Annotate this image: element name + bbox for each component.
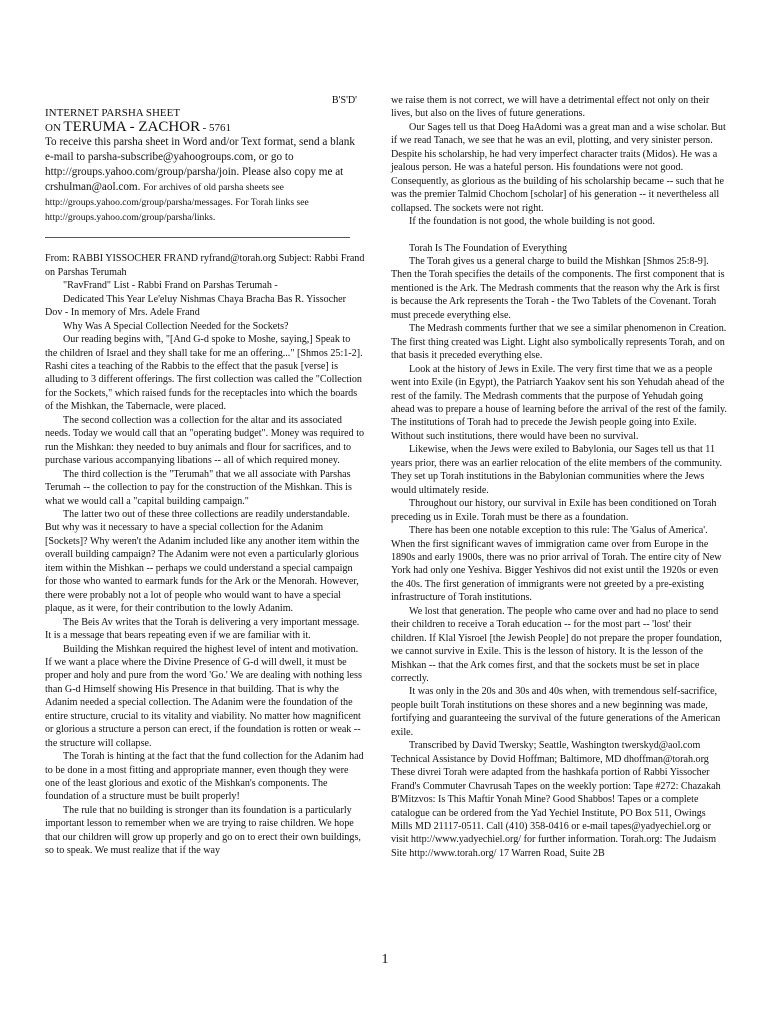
body-paragraph: The Medrash comments further that we see a similar phenomenon in Creation. The first thing created was Light. Light also symbolically represents Torah, and on that basis it preceded everything else. — [391, 323, 727, 362]
body-paragraph: Throughout our history, our survival in Exile has been conditioned on Torah preceding us in Exile. Torah must be there as a foundation. — [391, 498, 717, 523]
section-heading: Torah Is The Foundation of Everything — [409, 242, 568, 254]
separator-line — [45, 237, 350, 238]
body-paragraph: The rule that no building is stronger than its foundation is a particularly important lesson to remember when we are trying to raise children. We hope that our children will grow up properly and go on to erect their own buildings, so to speak. We must realize that if the way — [45, 804, 361, 857]
body-paragraph: Look at the history of Jews in Exile. The very first time that we as a people went into Exile (in Egypt), the Patriarch Yaakov sent his son Yehudah ahead of the rest of the family. The Medrash comments that the purpose of Yehudah going ahead was to prepare a house of learning before the arrival of the rest of the family. The institutions of Torah had to precede the Jewish people going into Exile. Without such institutions, there would have been no survival. — [391, 363, 727, 442]
body-paragraph: Our reading begins with, "[And G-d spoke to Moshe, saying,] Speak to the children of Israel and they shall take for me an offering..." [Shmos 25:1-2]. Rashi cites a teaching of the Rabbis to the effect that the pasuk [verse] is alluding to 3 different offerings. The first collection was called the "Collection for the Sockets," which raised funds for the receptacles into which the boards of the Mishkan, the Tabernacle, were placed. — [45, 334, 363, 413]
intro-main: To receive this parsha sheet in Word and/or Text format, send a blank e-mail to parsha-subscribe@yahoogroups.com, or go to http://groups.yahoo.com/group/parsha/join. Please also copy me at crshulman@aol.com. — [45, 136, 355, 194]
body-paragraph: It was only in the 20s and 30s and 40s when, with tremendous self-sacrifice, people built Torah institutions on these shores and a new beginning was made, fortifying and guaranteeing the survival of the future generations of the American exile. — [391, 686, 721, 738]
sheet-title: INTERNET PARSHA SHEET — [45, 107, 181, 120]
right-column — [391, 94, 727, 860]
paragraph-gap — [391, 229, 727, 242]
body-paragraph: The Torah is hinting at the fact that the fund collection for the Adanim had to be done in a most fitting and appropriate manner, even though they were one of the least glorious and exotic of the Mishkan's components. The foundation of a structure must be built properly! — [45, 751, 364, 803]
parsha-year: - 5761 — [202, 121, 232, 134]
parsha-name: TERUMA - ZACHOR — [63, 118, 201, 135]
body-paragraph: Building the Mishkan required the highest level of intent and motivation. If we want a place where the Divine Presence of G-d will dwell, it must be proper and holy and pure from the word 'Go.' We are dealing with nothing less than G-d Himself showing His Presence in that building. That is why the Adanim needed a special collection. The Adanim were the foundation of the entire structure, crucial to its vitality and viability. No matter how magnificent or glorious a structure a person can erect, if the foundation is rotten or weak -- the structure will collapse. — [45, 643, 362, 749]
list-title: "RavFrand" List - Rabbi Frand on Parshas Terumah - — [63, 280, 278, 292]
page-number: 1 — [381, 952, 389, 967]
section-heading: Why Was A Special Collection Needed for the Sockets? — [63, 320, 289, 332]
body-paragraph: The third collection is the "Terumah" that we all associate with Parshas Terumah -- the collection to pay for the construction of the Mishkan. This is what we would call a "capital building campaign." — [45, 468, 352, 507]
body-paragraph: Our Sages tell us that Doeg HaAdomi was a great man and a wise scholar. But if we read Tanach, we see that he was an evil, plotting, and very sinister person. Despite his scholarship, he had very imperfect character traits (Midos). He was a jealous person. He was a hateful person. His foundations were not good. Consequently, as glorious as the building of his scholarship became -- such that he was the premier Talmid Chochom [scholar] of his generation -- it nevertheless all collapsed. The sockets were not right. — [391, 121, 726, 214]
intro-archives: For archives of old parsha sheets see http://groups.yahoo.com/group/parsha/messages. For Torah links see http://groups.yahoo.com/group/parsha/links. — [45, 182, 309, 224]
parsha-on: ON — [45, 121, 61, 134]
left-column — [45, 94, 365, 858]
parsha-heading — [45, 118, 365, 135]
dedication: Dedicated This Year Le'eluy Nishmas Chaya Bracha Bas R. Yissocher Dov - In memory of Mrs. Adele Frand — [45, 293, 346, 319]
body-paragraph: Likewise, when the Jews were exiled to Babylonia, our Sages tell us that 11 years prior, there was an earlier relocation of the elite members of the community. They set up Torah institutions in the Babylonian communities where the Jews would ultimately reside. — [391, 444, 723, 496]
body-paragraph: There has been one notable exception to this rule: The 'Galus of America'. When the first significant waves of immigration came over from Europe in the 1890s and early 1900s, there was no prior arrival of Torah. The entire city of New York had only one Yeshiva. Bigger Yeshivos did not exist until the 1920s or even the 40s. The first generation of immigrants were not greeted by a pre-existing infrastructure of Torah institutions. — [391, 525, 722, 604]
from-line: From: RABBI YISSOCHER FRAND ryfrand@torah.org Subject: Rabbi Frand on Parshas Terumah — [45, 253, 365, 278]
body-paragraph: We lost that generation. The people who came over and had no place to send their children to receive a Torah education -- for the most part -- 'lost' their children. If Klal Yisroel [the Jewish People] do not prepare the proper foundation, we cannot survive in Exile. This is the lesson of history. It is the lesson of the Mishkan -- that the Ark comes first, and that the sockets must be set in place correctly. — [391, 605, 722, 685]
body-paragraph: The latter two out of these three collections are readily understandable. But why was it necessary to have a special collection for the Adanim [Sockets]? Why weren't the Adanim included like any another item within the overall building campaign? The Adanim were not even a particularly glorious item within the Mishkan -- perhaps we could understand a special campaign for those who wanted to earmark funds for the Ark or the Menorah. However, there were probably not a lot of people who would want to have a special plaque, as it were, for their contribution to the lowly Adanim. — [45, 508, 360, 615]
body-paragraph: we raise them is not correct, we will have a detrimental effect not only on their lives, but also on the lives of future generations. — [391, 95, 710, 120]
subscription-intro — [45, 135, 365, 225]
transcription-credits: Transcribed by David Twersky; Seattle, Washington twerskyd@aol.com Technical Assistance by Dovid Hoffman; Baltimore, MD dhoffman@torah.org These divrei Torah were adapted from the hashkafa portion of Rabbi Yissocher Frand's Commuter Chavrusah Tapes on the weekly portion: Tape #272: Chazakah B'Mitzvos: Is This Maftir Yonah Mine? Good Shabbos! Tapes or a complete catalogue can be ordered from the Yad Yechiel Institute, PO Box 511, Owings Mills MD 21117-0511. Call (410) 358-0416 or e-mail tapes@yadyechiel.org or visit http://www.yadyechiel.org/ for further information. Torah.org: The Judaism Site http://www.torah.org/ 17 Warren Road, Suite 2B — [391, 740, 721, 859]
body-paragraph: The Torah gives us a general charge to build the Mishkan [Shmos 25:8-9]. Then the Torah specifies the details of the components. The first component that is mentioned is the Ark. The Medrash comments that the reason why the Ark is first is because the Ark represents the Torah - the Two Tablets of the Covenant. Torah must precede everything else. — [391, 255, 725, 321]
body-paragraph: The second collection was a collection for the altar and its associated needs. Today we would call that an "operating budget". Money was required to run the Mishkan: they needed to buy animals and flour for sacrifices, and to purchase various accompanying libations -- all of which required money. — [45, 414, 365, 467]
body-paragraph: The Beis Av writes that the Torah is delivering a very important message. It is a message that bears repeating even if we are familiar with it. — [45, 616, 360, 642]
body-paragraph: If the foundation is not good, the whole building is not good. — [409, 216, 655, 228]
bsd-mark: B'S'D' — [331, 95, 357, 106]
